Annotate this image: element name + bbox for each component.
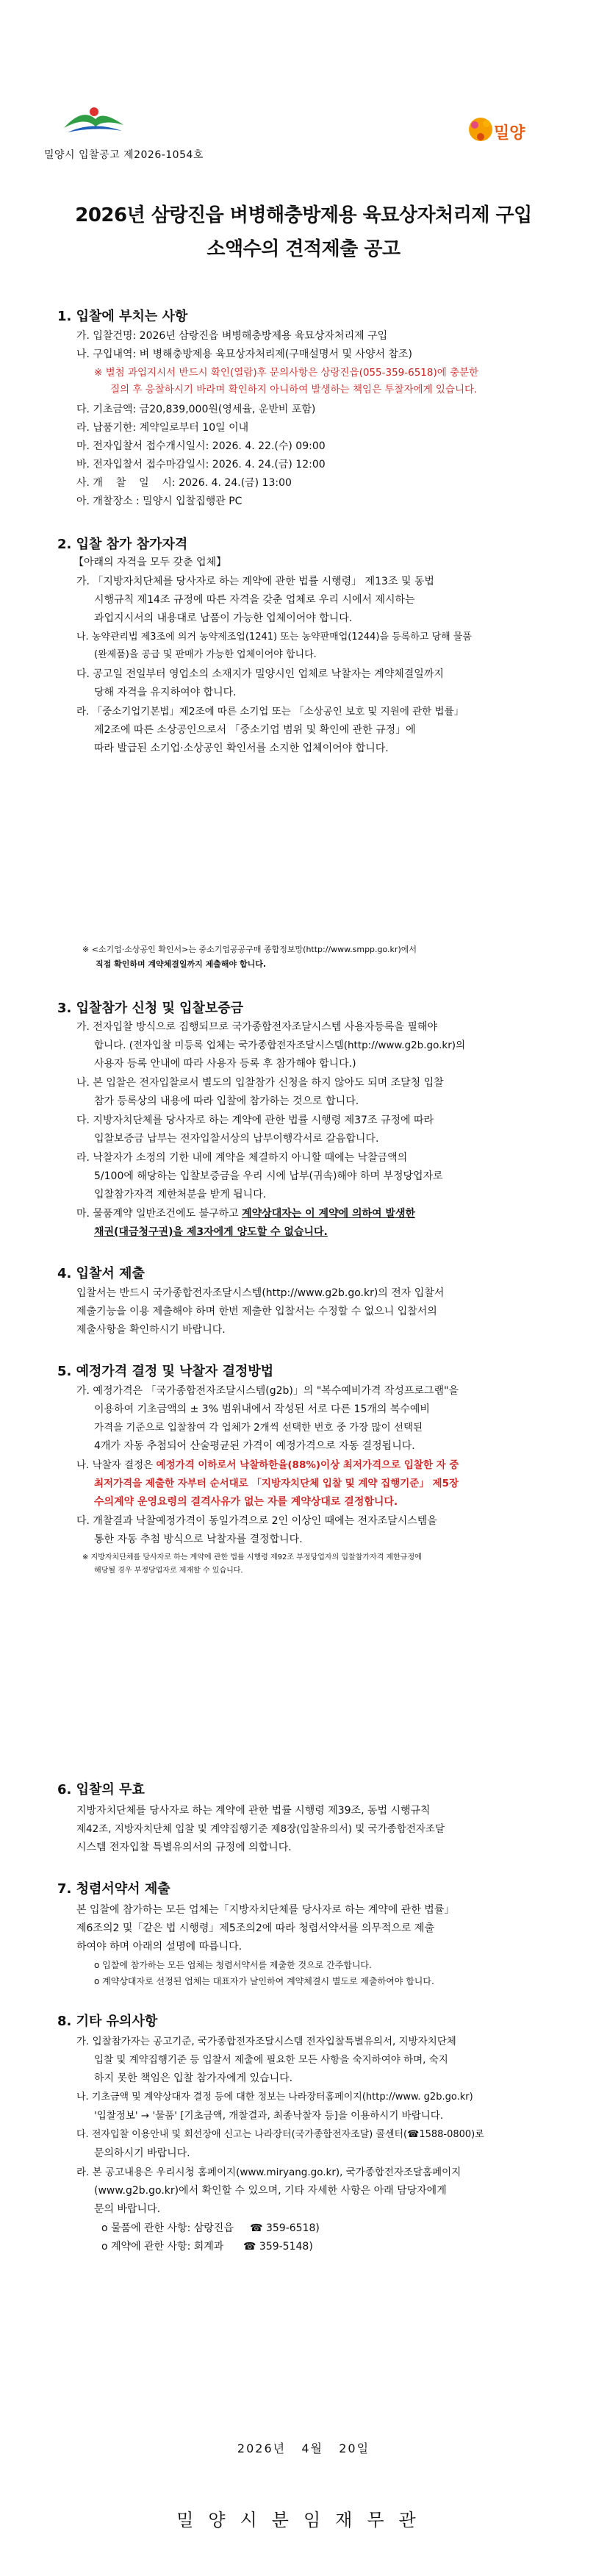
s8-contact-1: o 물품에 관한 사항: 삼랑진읍 ☎ 359-6518) [101,2222,320,2234]
s5-da-1: 다. 개찰결과 낙찰예정가격이 동일가격으로 2인 이상인 때에는 전자조달시스템을 [76,1515,437,1527]
s8-da-2: 문의하시기 바랍니다. [94,2147,190,2159]
s7-o-2: o 계약상대자로 선정된 업체는 대표자가 날인하여 계약체결시 별도로 제출하여야 합니다. [94,1976,434,1986]
notice-date: 2026년 4월 20일 [237,2441,370,2455]
s2-ra-2: 제2조에 따른 소상공인으로서 「중소기업 범위 및 확인에 관한 규정」에 [94,724,416,736]
s2-ga-1: 가. 「지방자치단체를 당사자로 하는 계약에 관한 법률 시행령」 제13조 및 동법 [76,576,434,587]
s8-da-1: 다. 전자입찰 이용안내 및 회선장애 신고는 나라장터(국가종합전자조달) 콜센터(☎1588-0800)로 [76,2129,484,2140]
s7-p-3: 하여야 하며 아래의 설명에 따릅니다. [76,1941,243,1953]
s8-ra-3: 문의 바랍니다. [94,2203,161,2215]
s3-ra-2: 5/100에 해당하는 입찰보증금을 우리 시에 납부(귀속)해야 하며 부정당업자로 [94,1170,443,1182]
page-title: 2026년 삼랑진읍 벼병해충방제용 육묘상자처리제 구입 [75,204,532,226]
s8-ra-1: 라. 본 공고내용은 우리시청 홈페이지(www.miryang.go.kr), 국가종합전자조달홈페이지 [76,2167,461,2178]
s5-na-1 [76,1457,459,1473]
s4-p-1: 입찰서는 반드시 국가종합전자조달시스템(http://www.g2b.go.kr)의 전자 입찰서 [76,1287,445,1299]
s2-note-1: ※ <소기업·소상공인 확인서>는 중소기업공공구매 종합정보망(http://www.smpp.go.kr)에서 [82,945,417,954]
brand-text: 밀양 [494,124,525,142]
notice-number: 밀양시 입찰공고 제2026-1054호 [44,149,204,161]
s3-da-2: 입찰보증금 납부는 전자입찰서상의 납부이행각서로 갈음합니다. [94,1133,379,1145]
s2-ga-3: 과업지시서의 내용대로 납품이 가능한 업체이어야 합니다. [94,612,353,624]
s2-intro: 【아래의 자격을 모두 갖춘 업체】 [73,557,227,568]
s8-ga-1: 가. 입찰참가자는 공고기준, 국가종합전자조달시스템 전자입찰특별유의서, 지방자치단체 [76,2036,456,2047]
header-brand [464,96,553,154]
s5-ga-4: 4개가 자동 추첨되어 산술평균된 가격이 예정가격으로 자동 결정됩니다. [94,1440,415,1452]
s1-item-da: 다. 기초금액: 금20,839,000원(영세율, 운반비 포함) [76,404,316,415]
s3-ma-1-lead: 마. 물품계약 일반조건에도 불구하고 [76,1208,243,1220]
s1-item-a: 아. 개찰장소 : 밀양시 입찰집행관 PC [76,495,243,507]
s5-na-3: 수의계약 운영요령의 결격사유가 없는 자를 계약상대로 결정합니다. [94,1496,398,1508]
section-6-title: 6. 입찰의 무효 [57,1782,145,1797]
s6-p-1: 지방자치단체를 당사자로 하는 계약에 관한 법률 시행령 제39조, 동법 시행규칙 [76,1805,431,1817]
section-7-title: 7. 청렴서약서 제출 [57,1881,170,1897]
s5-da-2: 통한 자동 추첨 방식으로 낙찰자를 결정합니다. [94,1534,303,1545]
s5-na-1-emph: 예정가격 이하로서 낙찰하한율(88%)이상 최저가격으로 입찰한 자 중 [156,1459,459,1471]
s3-da-1: 다. 지방자치단체를 당사자로 하는 계약에 관한 법률 시행령 제37조 규정에 따라 [76,1115,434,1126]
section-5-title: 5. 예정가격 결정 및 낙찰자 결정방법 [57,1364,274,1379]
s1-warning-line2: 질의 후 응찰하시기 바라며 확인하지 아니하여 발생하는 책임은 투찰자에게 있습니다. [110,384,478,396]
s3-na-1: 나. 본 입찰은 전자입찰로서 별도의 입찰참가 신청을 하지 않아도 되며 조달청 입찰 [76,1077,444,1089]
s6-p-3: 시스템 전자입찰 특별유의서의 규정에 의합니다. [76,1842,292,1853]
s3-ga-2: 합니다. (전자입찰 미등록 업체는 국가종합전자조달시스템(http://www.g2b.go.kr)의 [94,1040,466,1051]
s1-item-na: 나. 구입내역: 벼 병해충방제용 육묘상자처리제(구매설명서 및 사양서 참조) [76,348,412,360]
s2-da-1: 다. 공고일 전일부터 영업소의 소재지가 밀양시인 업체로 낙찰자는 계약체결일까지 [76,668,444,680]
header-left [44,103,287,162]
s2-ga-2: 시행규칙 제14조 규정에 따른 자격을 갖춘 업체로 우리 시에서 제시하는 [94,594,415,606]
s8-na-1: 나. 기초금액 및 계약상대자 결정 등에 대한 정보는 나라장터홈페이지(http://www. g2b.go.kr) [76,2092,473,2103]
s1-warning-line1: ※ 별첨 과업지시서 반드시 확인(열람)후 문의사항은 상랑진읍(055-359-6518)에 충분한 [94,367,479,379]
s7-o-1: o 입찰에 참가하는 모든 업체는 청렴서약서를 제출한 것으로 간주합니다. [94,1960,372,1970]
section-1-title: 1. 입찰에 부치는 사항 [57,309,188,324]
s2-na-2: (완제품)을 공급 및 판매가 가능한 업체이어야 합니다. [94,649,317,660]
s2-note-2: 직접 확인하며 계약체결일까지 제출해야 합니다. [96,959,267,969]
s2-na-1: 나. 농약관리법 제3조에 의거 농약제조업(1241) 또는 농약판매업(1244)을 등록하고 당해 물품 [76,632,472,643]
s8-contact-2: o 계약에 관한 사항: 회계과 ☎ 359-5148) [101,2241,313,2253]
s3-ma-1 [76,1206,415,1222]
section-3-title: 3. 입찰참가 신청 및 입찰보증금 [57,1001,244,1016]
s4-p-2: 제출기능을 이용 제출해야 하며 한번 제출한 입찰서는 수정할 수 없으니 입찰서의 [76,1306,437,1317]
s3-ma-1-emph: 계약상대자는 이 계약에 의하여 발생한 [242,1208,416,1220]
s5-ga-1: 가. 예정가격은 「국가종합전자조달시스템(g2b)」의 "복수예비가격 작성프로그램"을 [76,1385,459,1397]
s7-p-1: 본 입찰에 참가하는 모든 업체는「지방자치단체를 당사자로 하는 계약에 관한 법률」 [76,1904,455,1916]
s1-item-ra: 라. 납품기한: 계약일로부터 10일 이내 [76,422,249,434]
s1-item-ba: 바. 전자입찰서 접수마감일시: 2026. 4. 24.(금) 12:00 [76,459,326,471]
s3-ga-1: 가. 전자입찰 방식으로 집행되므로 국가종합전자조달시스템 사용자등록을 필해야 [76,1021,437,1033]
s5-ga-3: 가격을 기준으로 입찰참여 각 업체가 2개씩 선택한 번호 중 가장 많이 선택된 [94,1422,423,1434]
s2-ra-3: 따라 발급된 소기업·소상공인 확인서를 소지한 업체이어야 합니다. [94,743,389,754]
s5-note-1: ※ 지방자치단체를 당사자로 하는 계약에 관한 법률 시행령 제92조 부정당업자의 입찰참가자격 제한규정에 [82,1553,422,1561]
section-4-title: 4. 입찰서 제출 [57,1266,145,1281]
s3-ma-2: 채권(대금청구권)을 제3자에게 양도할 수 없습니다. [94,1226,328,1238]
s8-ga-3: 하지 못한 책임은 입찰 참가자에게 있습니다. [94,2072,293,2084]
s1-item-ma: 마. 전자입찰서 접수개시일시: 2026. 4. 22.(수) 09:00 [76,440,326,452]
section-2-title: 2. 입찰 참가 참가자격 [57,537,188,552]
s8-na-2: '입찰정보' → '물품' [기초금액, 개찰결과, 최종낙찰자 등]을 이용하시기 바랍니다. [94,2110,444,2122]
issuing-office: 밀양시분임재무관 [176,2510,431,2530]
s5-na-2: 최저가격을 제출한 자부터 순서대로 「지방자치단체 입찰 및 계약 집행기준」 제5장 [94,1478,459,1489]
s6-p-2: 제42조, 지방자치단체 입찰 및 계약집행기준 제8장(입찰유의서) 및 국가종합전자조달 [76,1823,445,1835]
section-8-title: 8. 기타 유의사항 [57,2014,158,2029]
s7-p-2: 제6조의2 및「같은 법 시행령」제5조의2에 따라 청렴서약서를 의무적으로 제출 [76,1922,434,1934]
s5-na-1-lead: 나. 낙찰자 결정은 [76,1459,157,1471]
s1-item-ga: 가. 입찰건명: 2026년 삼랑진읍 벼병해충방제용 육묘상자처리제 구입 [76,330,388,342]
s5-ga-2: 이용하여 기초금액의 ± 3% 범위내에서 작성된 서로 다른 15개의 복수예비 [94,1403,430,1415]
page-subtitle: 소액수의 견적제출 공고 [206,238,401,260]
s8-ra-2: (www.g2b.go.kr)에서 확인할 수 있으며, 기타 자세한 사항은 아래 담당자에게 [94,2185,447,2197]
s3-ga-3: 사용자 등록 안내에 따라 사용자 등록 후 참가해야 합니다.) [94,1058,356,1070]
s5-note-2: 해당될 경우 부정당업자로 제재할 수 있습니다. [94,1567,243,1575]
s3-na-2: 참가 등록상의 내용에 따라 입찰에 참가하는 것으로 합니다. [94,1095,359,1107]
miryang-city-logo-icon [60,103,126,137]
s3-ra-3: 입찰참가자격 제한처분을 받게 됩니다. [94,1189,267,1201]
s3-ra-1: 라. 낙찰자가 소정의 기한 내에 계약을 체결하지 아니할 때에는 낙찰금액의 [76,1152,408,1164]
s2-ra-1: 라. 「중소기업기본법」제2조에 따른 소기업 또는 「소상공인 보호 및 지원에 관한 법률」 [76,706,464,718]
s8-ga-2: 입찰 및 계약집행기준 등 입찰서 제출에 필요한 모든 사항을 숙지하여야 하며, 숙지 [94,2054,448,2066]
s4-p-3: 제출사항을 확인하시기 바랍니다. [76,1324,226,1336]
miryang-brand-logo-icon [464,96,553,154]
s2-da-2: 당해 자격을 유지하여야 합니다. [94,687,237,698]
s1-item-sa: 사. 개 찰 일 시: 2026. 4. 24.(금) 13:00 [76,477,292,489]
